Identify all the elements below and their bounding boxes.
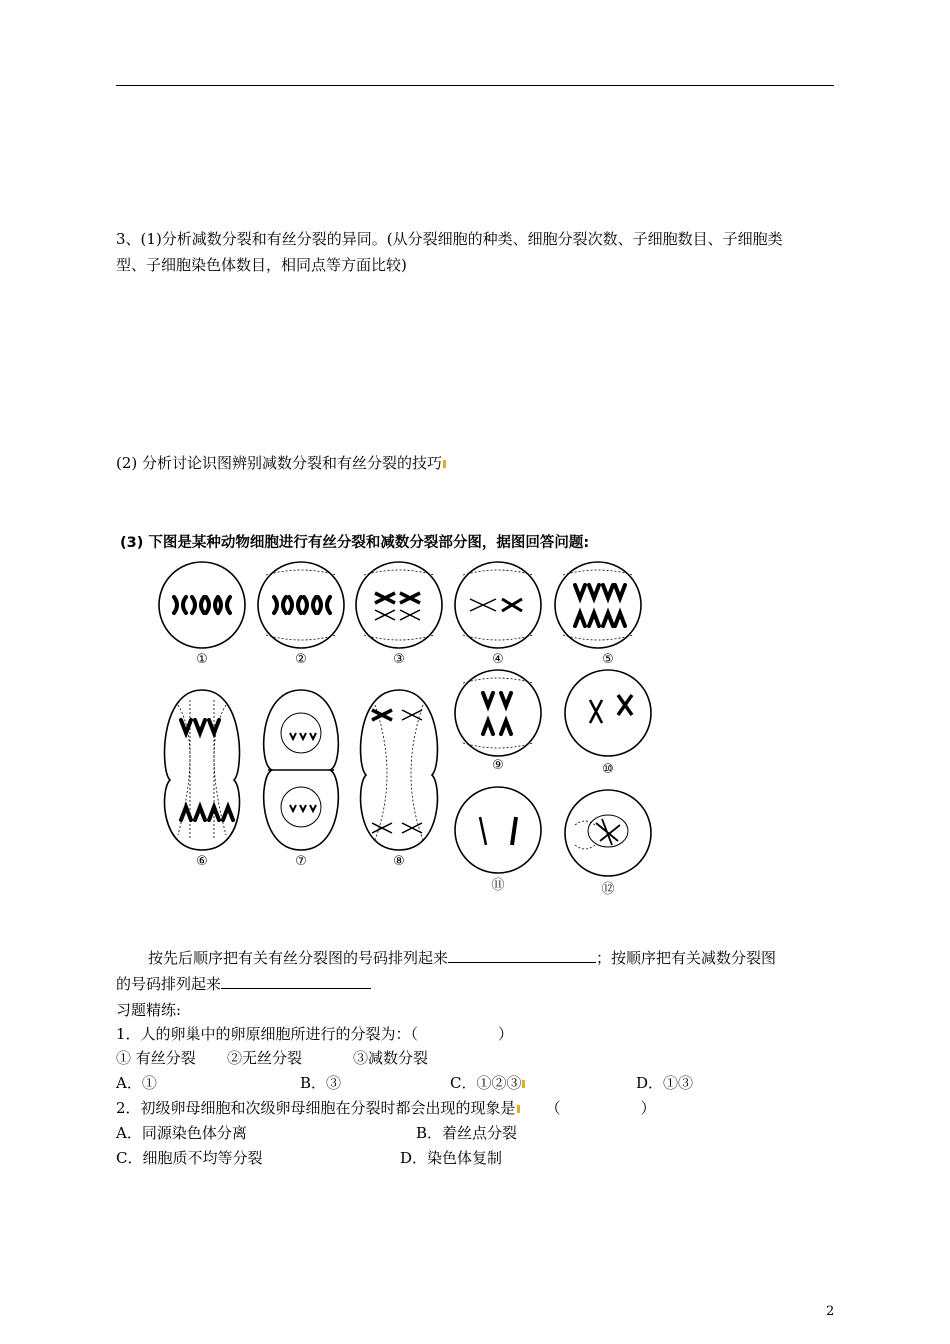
answer-blank-meiosis[interactable]: [221, 974, 371, 989]
answer-blank-mitosis[interactable]: [448, 948, 596, 963]
cell-11: [455, 787, 541, 873]
figure-label-9: ⑨: [492, 758, 504, 773]
q1-option-d[interactable]: D．①③: [636, 1074, 694, 1092]
header-rule: [116, 85, 834, 86]
q2-option-b[interactable]: B．着丝点分裂: [416, 1124, 518, 1142]
figure-label-2: ②: [295, 652, 307, 667]
cell-7: [264, 690, 339, 850]
q3-part1-line1: 3、(1)分析减数分裂和有丝分裂的异同。(从分裂细胞的种类、细胞分裂次数、子细胞数目、子细胞类: [116, 230, 783, 248]
cell-12: [565, 790, 651, 876]
q2-option-d[interactable]: D．染色体复制: [400, 1149, 503, 1167]
figure-label-6: ⑥: [196, 854, 208, 869]
q1-option-b[interactable]: B．③: [300, 1074, 342, 1092]
q3-part3-title: (3) 下图是某种动物细胞进行有丝分裂和减数分裂部分图，据图回答问题:: [120, 535, 590, 551]
q3-order-line1: 按先后顺序把有关有丝分裂图的号码排列起来 ；按顺序把有关减数分裂图: [148, 949, 777, 967]
q2-option-c[interactable]: C．细胞质不均等分裂: [116, 1149, 263, 1167]
figure-label-4: ④: [492, 652, 504, 667]
q1-option-c[interactable]: C．①②③: [450, 1073, 525, 1093]
figure-label-8: ⑧: [393, 854, 405, 869]
cell-4: [455, 562, 541, 648]
cell-division-figure: [150, 555, 670, 900]
page-number: 2: [826, 1304, 835, 1319]
cell-9: [455, 670, 541, 756]
q1-statement-2: ②无丝分裂: [227, 1049, 303, 1067]
q2-stem: 2．初级卵母细胞和次级卵母细胞在分裂时都会出现的现象是 （ ）: [116, 1099, 656, 1117]
cell-8: [361, 690, 438, 850]
q1-option-a[interactable]: A．①: [116, 1074, 157, 1092]
edit-mark: [522, 1080, 525, 1088]
figure-label-10: ⑩: [602, 762, 614, 777]
figure-label-7: ⑦: [295, 854, 307, 869]
figure-label-11: ⑪: [491, 878, 505, 893]
figure-label-12: ⑫: [601, 882, 615, 897]
practice-heading: 习题精练:: [116, 1001, 182, 1019]
q3-part2: (2) 分析讨论识图辨别减数分裂和有丝分裂的技巧: [116, 453, 446, 473]
cell-6: [165, 690, 240, 850]
edit-mark: [517, 1105, 520, 1113]
figure-label-5: ⑤: [602, 652, 614, 667]
q3-order-line2: 的号码排列起来: [116, 974, 371, 994]
cell-2: [258, 562, 344, 648]
figure-label-3: ③: [393, 652, 405, 667]
q3-part1-line2: 型、子细胞染色体数目，相同点等方面比较): [116, 256, 407, 274]
cell-5: [555, 562, 641, 648]
q1-statement-1: ① 有丝分裂: [116, 1049, 196, 1067]
cell-1: [159, 562, 245, 648]
figure-label-1: ①: [196, 652, 208, 667]
q1-statement-3: ③减数分裂: [353, 1049, 429, 1067]
edit-mark: [443, 460, 446, 468]
cell-3: [356, 562, 442, 648]
cell-10: [565, 670, 651, 756]
q1-stem: 1．人的卵巢中的卵原细胞所进行的分裂为：（ ）: [116, 1025, 514, 1043]
q2-option-a[interactable]: A．同源染色体分离: [116, 1124, 247, 1142]
